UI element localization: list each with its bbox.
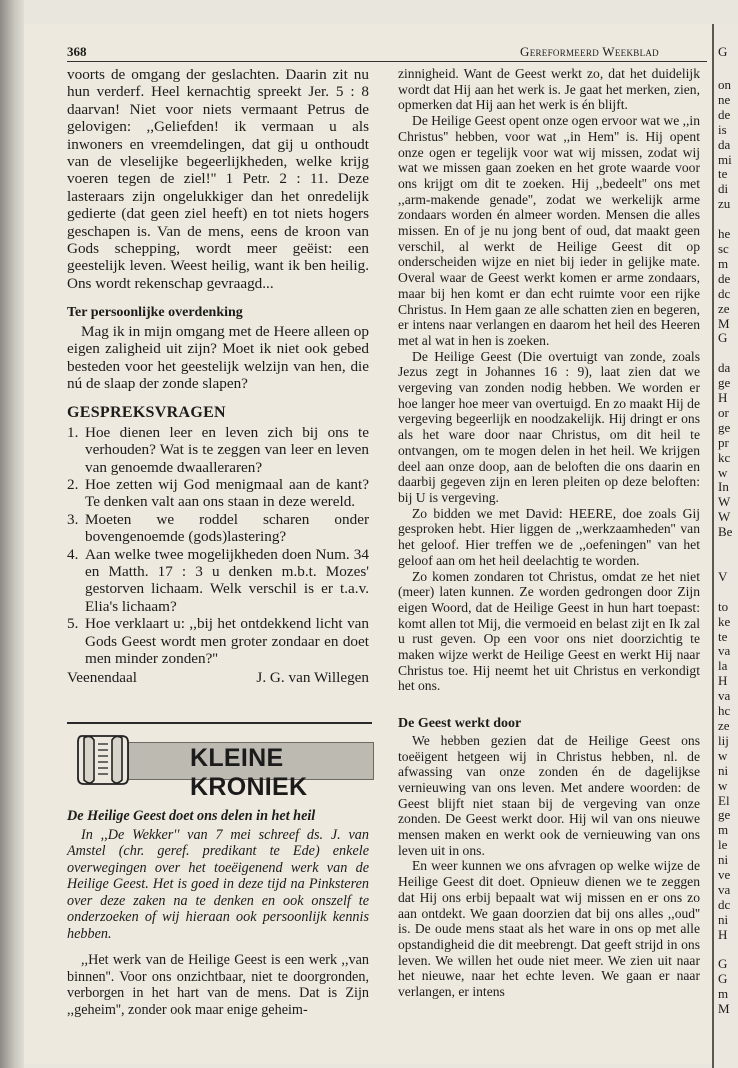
- question-number: 4.: [67, 545, 79, 563]
- edge-line: H: [718, 926, 728, 942]
- edge-line: da: [718, 360, 731, 376]
- article-intro: In ,,De Wekker'' van 7 mei schreef ds. J. van Amstel (chr. geref. predikant te Ede) enkele overwegingen over het toeëigenend werk van de Heilige Geest. Het is goed in deze tijd na Pinksteren over deze zaken na te denken en ook onszelf te onderzoeken of wij hieraan ook persoonlijk kennis hebben.: [67, 826, 369, 942]
- question-item: [67, 546, 369, 616]
- edge-line: va: [718, 688, 731, 704]
- banner-title: KLEINE KRONIEK: [190, 744, 308, 801]
- edge-line: pr: [718, 434, 729, 450]
- right-paragraph: De Heilige Geest (Die overtuigt van zonde, zoals Jezus zegt in Johannes 16 : 9), laat zien dat we vergeving van zonden nodig hebben. We worden er hoe langer hoe meer van overtuigd. En zo maakt Hij de vergeving begeerlijk en noodzakelijk. Hij dringt er ons als het ware door naar Christus, om dit heil te ontvangen, om te mogen delen in het heil. We krijgen deel aan onze doop, aan de beloften die ons daarin en daarbij gegeven zijn en leren pleiten op deze beloften: bij U is vergeving.: [398, 348, 700, 505]
- edge-line: to: [718, 598, 729, 614]
- edge-line: G: [718, 956, 728, 972]
- edge-line: ze: [718, 300, 730, 316]
- intro-paragraph: voorts de omgang der geslachten. Daarin zit nu hun verderf. Heel kernachtig spreekt Jer. 5 : 8 daarvan! Niet voor niets vermaant Petrus de gelovigen: ,,Geliefden! ik vermaan u als inwoners en vreemdelingen, dat gij u onthoudt van de vleselijke begeerlijkheden, welke krijg voeren tegen de ziel!'' 1 Petr. 2 : 11. Deze lasteraars zijn ongelukkiger dan het onredelijk gedierte (dat geen ziel heeft) en tot niets hogers geschapen is. Van de mens, eens de kroon van Gods schepping, wordt meer geëist: een geestelijk leven. Weest heilig, want ik ben heilig. Ons wordt rekenschap gevraagd...: [67, 66, 369, 292]
- edge-line: ni: [718, 852, 729, 868]
- edge-line: ve: [718, 867, 731, 883]
- right-paragraph: En weer kunnen we ons afvragen op welke wijze de Heilige Geest dit doet. Opnieuw dienen we te zeggen dat Hij ons erbij bepaalt wat wij missen en er ons zo aan ontdekt. We gaan doorzien dat bij ons alles ,,oud'' is. De oude mens staat als het ware in ons op met alle opstandigheid die dit meebrengt. Dat geeft strijd in ons leven. We willen het oude niet meer. We zien uit naar het nieuwe, naar het echte leven. We gaan er naar verlangen, er intens: [398, 858, 700, 1000]
- edge-line: W: [718, 509, 731, 525]
- edge-line: m: [718, 255, 729, 271]
- edge-line: mi: [718, 151, 732, 167]
- edge-line: [718, 585, 732, 600]
- edge-header: G: [718, 44, 728, 59]
- article-title: De Heilige Geest doet ons delen in het heil: [67, 808, 316, 824]
- signature: [67, 669, 369, 686]
- right-subheading: De Geest werkt door: [398, 716, 522, 732]
- edge-line: [718, 212, 732, 227]
- kroniek-article: [67, 808, 369, 1018]
- edge-line: [718, 555, 732, 570]
- edge-line: ge: [718, 419, 731, 435]
- question-item: [67, 511, 369, 546]
- edge-line: V: [718, 568, 728, 584]
- edge-line: he: [718, 226, 731, 242]
- edge-line: w: [718, 777, 728, 793]
- edge-line: te: [718, 628, 728, 644]
- signature-place: Veenendaal: [67, 669, 137, 687]
- edge-line: dc: [718, 285, 731, 301]
- question-number: 3.: [67, 510, 79, 528]
- edge-line: w: [718, 747, 728, 763]
- question-text: Aan welke twee mogelijkheden doen Num. 34 en Matth. 17 : 3 u denken m.b.t. Mozes' gestorven lichaam. Welk verschil is er t.a.v. Elia's lichaam?: [85, 545, 369, 615]
- question-number: 2.: [67, 475, 79, 493]
- edge-line: Be: [718, 524, 733, 540]
- question-item: [67, 476, 369, 511]
- right-column: [398, 66, 700, 1000]
- edge-line: El: [718, 792, 730, 808]
- edge-line: kc: [718, 449, 731, 465]
- edge-line: sc: [718, 240, 729, 256]
- edge-lines: [718, 78, 732, 1017]
- page-gutter: [712, 24, 714, 1068]
- header-rule: [67, 61, 707, 62]
- edge-line: [718, 943, 732, 958]
- edge-line: la: [718, 658, 728, 674]
- right-paragraph: Zo komen zondaren tot Christus, omdat ze het niet (meer) laten kunnen. Ze worden gedrongen door Zijn eigen Woord, dat de Heilige Geest in hun hart toepast: komt allen tot Mij, die vermoeid en belast zijt en Ik zal u rust geven. Op een voor ons niet doorzichtig te maken wijze werkt de Heilige Geest en werkt Hij naar Christus toe. Hij neemt het uit Christus en verkondigt het ons.: [398, 568, 700, 694]
- edge-line: ni: [718, 911, 729, 927]
- kroniek-banner: [72, 728, 372, 801]
- edge-line: de: [718, 270, 731, 286]
- edge-line: m: [718, 986, 729, 1002]
- edge-line: or: [718, 404, 729, 420]
- right-paragraph: Zo bidden we met David: HEERE, doe zoals Gij gesproken hebt. Hier liggen de ,,werkzaamheden'' van het geloof. Hier treffen we de ,,oefeningen'' van het geloof aan om het heil deelachtig te worden.: [398, 505, 700, 568]
- edge-line: [718, 540, 732, 555]
- question-text: Hoe verklaart u: ,,bij het ontdekkend licht van Gods Geest wordt men groter zondaar en doet men minder zonden?'': [85, 615, 369, 667]
- edge-line: [718, 346, 732, 361]
- edge-line: G: [718, 971, 728, 987]
- question-text: Moeten we roddel scharen onder bovengenoemde (gods)lastering?: [85, 510, 369, 546]
- question-number: 1.: [67, 423, 79, 441]
- journal-title: Gereformeerd Weekblad: [520, 44, 659, 59]
- edge-line: W: [718, 494, 731, 510]
- edge-line: dc: [718, 896, 731, 912]
- right-paragraph: zinnigheid. Want de Geest werkt zo, dat het duidelijk wordt dat Hij aan het werk is. Je gaat het merken, zien, opmerken dat Hij aan het werk is én blijft.: [398, 66, 700, 113]
- edge-line: de: [718, 106, 731, 122]
- edge-line: ge: [718, 375, 731, 391]
- edge-line: M: [718, 1001, 730, 1017]
- edge-line: G: [718, 330, 728, 346]
- section-paragraph: Mag ik in mijn omgang met de Heere alleen op eigen zaligheid uit zijn? Moet ik niet ook gebed besteden voor het geestelijk welzijn van hen, die nú de slaap der zonde slapen?: [67, 322, 369, 392]
- edge-line: da: [718, 136, 731, 152]
- article-quote: ,,Het werk van de Heilige Geest is een werk ,,van binnen''. Voor ons onzichtbaar, niet te doorgronden, verborgen in het hart van de mens. Dat is Zijn ,,geheim'', zonder ook maar enige geheim-: [67, 952, 369, 1018]
- edge-line: le: [718, 837, 728, 853]
- edge-line: H: [718, 390, 728, 406]
- page-number: 368: [67, 44, 87, 59]
- edge-line: va: [718, 881, 731, 897]
- questions-list: [67, 424, 369, 668]
- right-paragraph: We hebben gezien dat de Heilige Geest ons toeëigent hetgeen wij in Christus hebben, nl. de afwassing van onze zonden én de dagelijkse vernieuwing van ons leven. Met andere woorden: de Geest blijft niet staan bij de vergeving van onze zonden. De Geest werkt door. Hij wil van ons nieuwe mensen maken en werkt ook de vernieuwing van ons leven uit in ons.: [398, 732, 700, 858]
- scroll-icon: [72, 728, 134, 790]
- edge-line: hc: [718, 703, 731, 719]
- edge-line: m: [718, 822, 729, 838]
- edge-line: di: [718, 181, 729, 197]
- edge-line: ze: [718, 717, 730, 733]
- edge-line: is: [718, 121, 727, 137]
- left-column: [67, 66, 369, 687]
- question-text: Hoe dienen leer en leven zich bij ons te verhouden? Wat is te zeggen van leer en leven van genoemde dwaalleraren?: [85, 423, 369, 476]
- edge-line: H: [718, 673, 728, 689]
- edge-line: ne: [718, 91, 731, 107]
- binding-edge: [0, 0, 24, 1068]
- edge-line: ni: [718, 762, 729, 778]
- question-number: 5.: [67, 615, 79, 633]
- question-text: Hoe zetten wij God menigmaal aan de kant? Te denken valt aan ons staan in deze wereld.: [85, 475, 369, 511]
- edge-line: lij: [718, 732, 729, 748]
- signature-name: J. G. van Willegen: [256, 669, 369, 687]
- edge-line: M: [718, 315, 730, 331]
- section-divider: [67, 722, 372, 724]
- edge-line: zu: [718, 196, 731, 212]
- edge-line: ke: [718, 613, 731, 629]
- next-page-edge: [712, 24, 738, 1068]
- edge-line: In: [718, 479, 729, 495]
- section-heading: Ter persoonlijke overdenking: [67, 305, 243, 321]
- question-item: [67, 424, 369, 476]
- edge-line: ge: [718, 807, 731, 823]
- questions-heading: GESPREKSVRAGEN: [67, 404, 226, 422]
- edge-line: va: [718, 643, 731, 659]
- question-item: [67, 615, 369, 667]
- right-paragraph: De Heilige Geest opent onze ogen ervoor wat we ,,in Christus'' hebben, voor wat ,,in Hem'' is. Hij opent onze ogen er tegelijk voor wat wij missen, zodat wij wat we missen gaan zoeken en het grote waarde voor ons krijgt om dit te zoeken. Hij ,,bedeelt'' ons met ,,arm-makende genade'', zodat we werkelijk arme zondaars worden én almeer worden. Mensen die alles missen. En of je nu jong bent of oud, dat maakt geen verschil, al werkt de Heilige Geest dit op onderscheiden wijze en niet bij ieder in gelijke mate. Overal waar de Geest werkt komen er arme zondaars, maar bij hen komt er dan echt ruimte voor een rijke Christus. In Hem gaan ze alle schatten zien en begeren, er intens naar verlangen en daarom het heil des Heeren met al wat in hen is zoeken.: [398, 113, 701, 348]
- edge-line: w: [718, 464, 728, 480]
- edge-line: on: [718, 77, 731, 92]
- edge-line: te: [718, 166, 728, 182]
